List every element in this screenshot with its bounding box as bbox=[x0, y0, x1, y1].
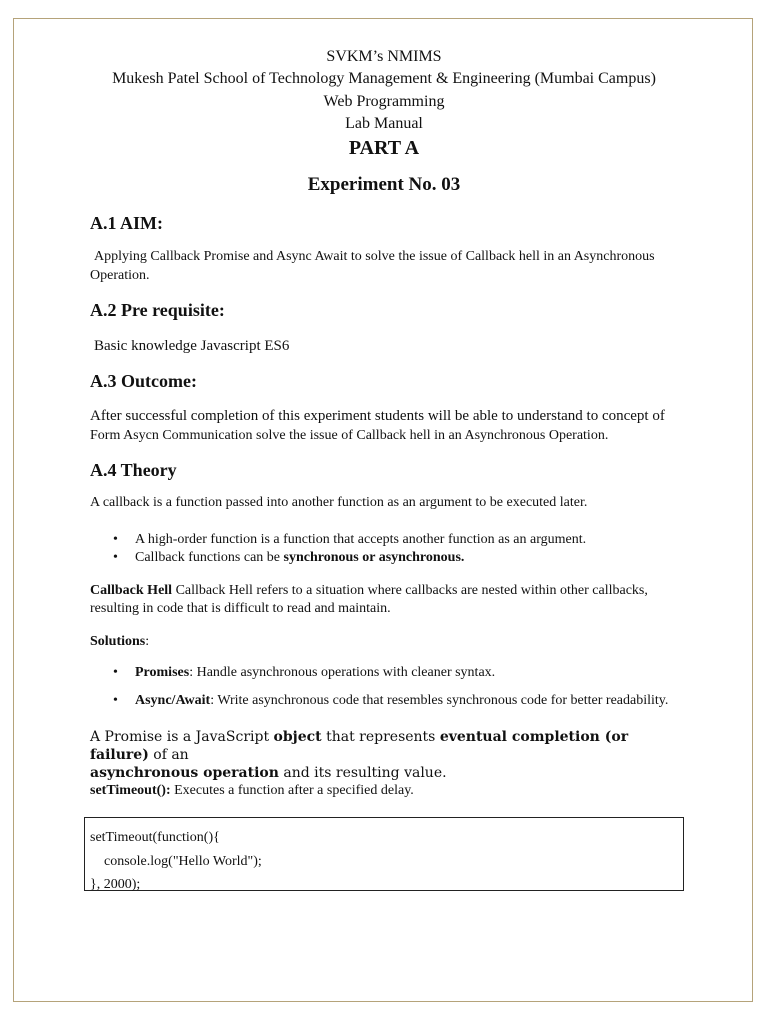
institution-name: SVKM’s NMIMS bbox=[326, 48, 442, 65]
subject-name: Web Programming bbox=[323, 92, 445, 110]
theory-intro: A callback is a function passed into another function as an argument to be executed later. bbox=[90, 495, 588, 510]
code-sample-box bbox=[84, 817, 684, 891]
prerequisite-text: Basic knowledge Javascript ES6 bbox=[94, 338, 290, 354]
experiment-title: Experiment No. 03 bbox=[307, 174, 461, 195]
solutions-label: Solutions: bbox=[90, 634, 150, 649]
document-header bbox=[0, 46, 768, 161]
aim-text: Applying Callback Promise and Async Await to solve the issue of Callback hell in an Asynchronous Operation. bbox=[90, 249, 655, 283]
outcome-text-line1: After successful completion of this experiment students will be able to understand to concept of bbox=[90, 408, 665, 424]
manual-title: Lab Manual bbox=[345, 114, 423, 132]
school-name: Mukesh Patel School of Technology Management & Engineering (Mumbai Campus) bbox=[112, 70, 656, 88]
part-title: PART A bbox=[348, 137, 420, 160]
code-line: console.log("Hello World"); bbox=[104, 853, 262, 869]
outcome-heading: A.3 Outcome: bbox=[90, 371, 197, 391]
callback-hell-label: Callback Hell bbox=[90, 583, 173, 598]
solutions-list bbox=[113, 664, 495, 682]
list-item: • Promises: Handle asynchronous operations with cleaner syntax. bbox=[113, 664, 495, 682]
list-item: • Callback functions can be synchronous or asynchronous. bbox=[113, 549, 586, 567]
outcome-text-line2: Form Asycn Communication solve the issue of Callback hell in an Asynchronous Operation. bbox=[90, 428, 609, 443]
prerequisite-heading: A.2 Pre requisite: bbox=[90, 300, 225, 320]
callback-hell-paragraph-line2: resulting in code that is difficult to read and maintain. bbox=[90, 601, 391, 616]
settimeout-paragraph: setTimeout(): Executes a function after a specified delay. bbox=[90, 783, 414, 798]
callback-bullet-list bbox=[113, 531, 586, 567]
code-line: setTimeout(function(){ bbox=[90, 830, 220, 845]
callback-hell-paragraph: Callback Hell Callback Hell refers to a situation where callbacks are nested within other callbacks, bbox=[90, 583, 648, 598]
theory-heading: A.4 Theory bbox=[90, 460, 177, 480]
code-line: }, 2000); bbox=[90, 877, 141, 892]
list-item: • Async/Await: Write asynchronous code that resembles synchronous code for better readability. bbox=[113, 692, 668, 710]
promise-paragraph: A Promise is a JavaScript object that represents eventual completion (or failure) of an asynchronous operation and its resulting value. bbox=[90, 729, 629, 781]
solutions-list-2 bbox=[113, 692, 668, 710]
list-item: • A high-order function is a function that accepts another function as an argument. bbox=[113, 531, 586, 549]
aim-heading: A.1 AIM: bbox=[90, 213, 163, 233]
